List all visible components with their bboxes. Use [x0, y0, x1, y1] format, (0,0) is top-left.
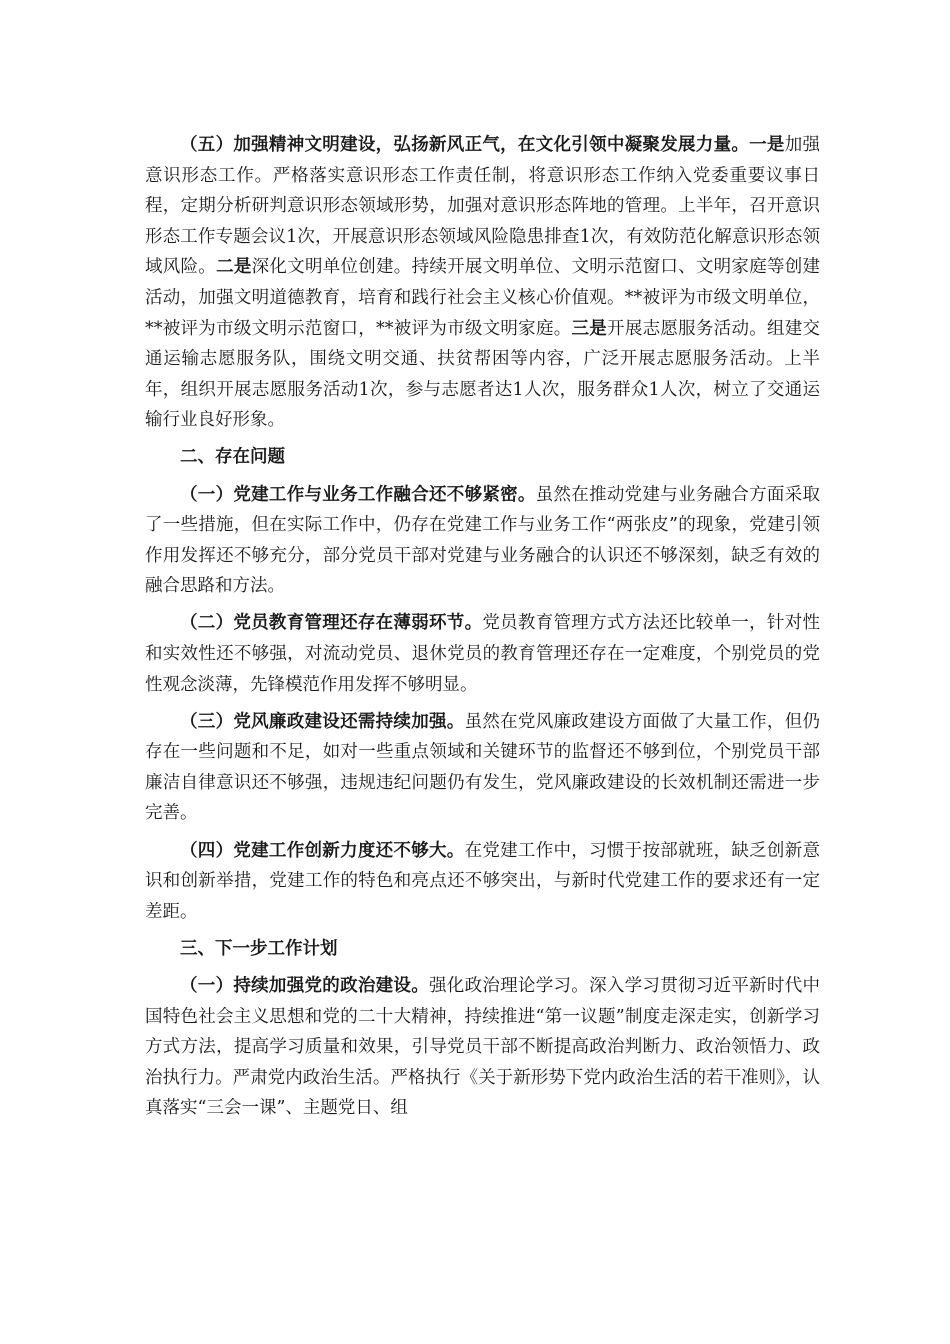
problem-heading: （三）党风廉政建设还需持续加强。	[180, 711, 465, 732]
plan-heading: （一）持续加强党的政治建设。	[180, 975, 429, 996]
point-label-three: 三是	[571, 318, 608, 339]
paragraph-text: 深化文明单位创建。持续开展文明单位、文明示范窗口、文明家庭等创建活动，加强文明道德教育，培育和践行社会主义核心价值观。**被评为市级文明单位，**被评为市级文明示范窗口，**被评为市级文明家庭。	[145, 257, 821, 339]
paragraph-text: 开展志愿服务活动。组建交通运输志愿服务队，围绕文明交通、扶贫帮困等内容，广泛开展志愿服务活动。上半年，组织开展志愿服务活动1次，参与志愿者达1人次，服务群众1人次，树立了交通运输行业良好形象。	[145, 318, 821, 431]
problem-heading: （一）党建工作与业务工作融合还不够紧密。	[180, 484, 536, 505]
paragraph-problem-three	[145, 707, 820, 829]
point-label-one: 一是	[749, 135, 785, 155]
problem-heading: （二）党员教育管理还存在薄弱环节。	[180, 613, 483, 634]
paragraph-text: 虽然在推动党建与业务融合方面采取了一些措施，但在实际工作中，仍存在党建工作与业务工作“两张皮”的现象，党建引领作用发挥还不够充分，部分党员干部对党建与业务融合的认识还不够深刻，缺乏有效的融合思路和方法。	[145, 484, 821, 597]
problem-heading: （四）党建工作创新力度还不够大。	[180, 840, 465, 861]
section-title-next-steps	[145, 934, 820, 965]
section-title-text: 二、存在问题	[180, 447, 285, 468]
paragraph-text: 加强意识形态工作。严格落实意识形态工作责任制，将意识形态工作纳入党委重要议事日程，定期分析研判意识形态领域形势，加强对意识形态阵地的管理。上半年，召开意识形态工作专题会议1次，开展意识形态领域风险隐患排查1次，有效防范化解意识形态领域风险。	[145, 135, 821, 278]
section-title-problems	[145, 442, 820, 473]
paragraph-text: 虽然在党风廉政建设方面做了大量工作，但仍存在一些问题和不足，如对一些重点领域和关键环节的监督还不够到位，个别党员干部廉洁自律意识还不够强，违规违纪问题仍有发生，党风廉政建设的长效机制还需进一步完善。	[145, 711, 821, 824]
section-heading-five: （五）加强精神文明建设，弘扬新风正气，在文化引领中凝聚发展力量。	[180, 135, 750, 155]
paragraph-problem-one	[145, 480, 820, 602]
point-label-two: 二是	[216, 257, 252, 278]
paragraph-text: 强化政治理论学习。深入学习贯彻习近平新时代中国特色社会主义思想和党的二十大精神，持续推进“第一议题”制度走深走实，创新学习方式方法，提高学习质量和效果，引导党员干部不断提高政治判断力、政治领悟力、政治执行力。严肃党内政治生活。严格执行《关于新形势下党内政治生活的若干准则》，认真落实“三会一课”、主题党日、组	[145, 975, 820, 1119]
paragraph-spiritual-civilization	[145, 130, 820, 436]
paragraph-problem-four	[145, 836, 820, 928]
paragraph-plan-one	[145, 971, 820, 1124]
paragraph-text: 在党建工作中，习惯于按部就班，缺乏创新意识和创新举措，党建工作的特色和亮点还不够突出，与新时代党建工作的要求还有一定差距。	[145, 840, 821, 922]
paragraph-text: 党员教育管理方式方法还比较单一，针对性和实效性还不够强，对流动党员、退休党员的教育管理还存在一定难度，个别党员的党性观念淡薄，先锋模范作用发挥不够明显。	[145, 613, 821, 695]
paragraph-problem-two	[145, 608, 820, 700]
section-title-text: 三、下一步工作计划	[180, 938, 338, 959]
document-page	[145, 130, 820, 1130]
